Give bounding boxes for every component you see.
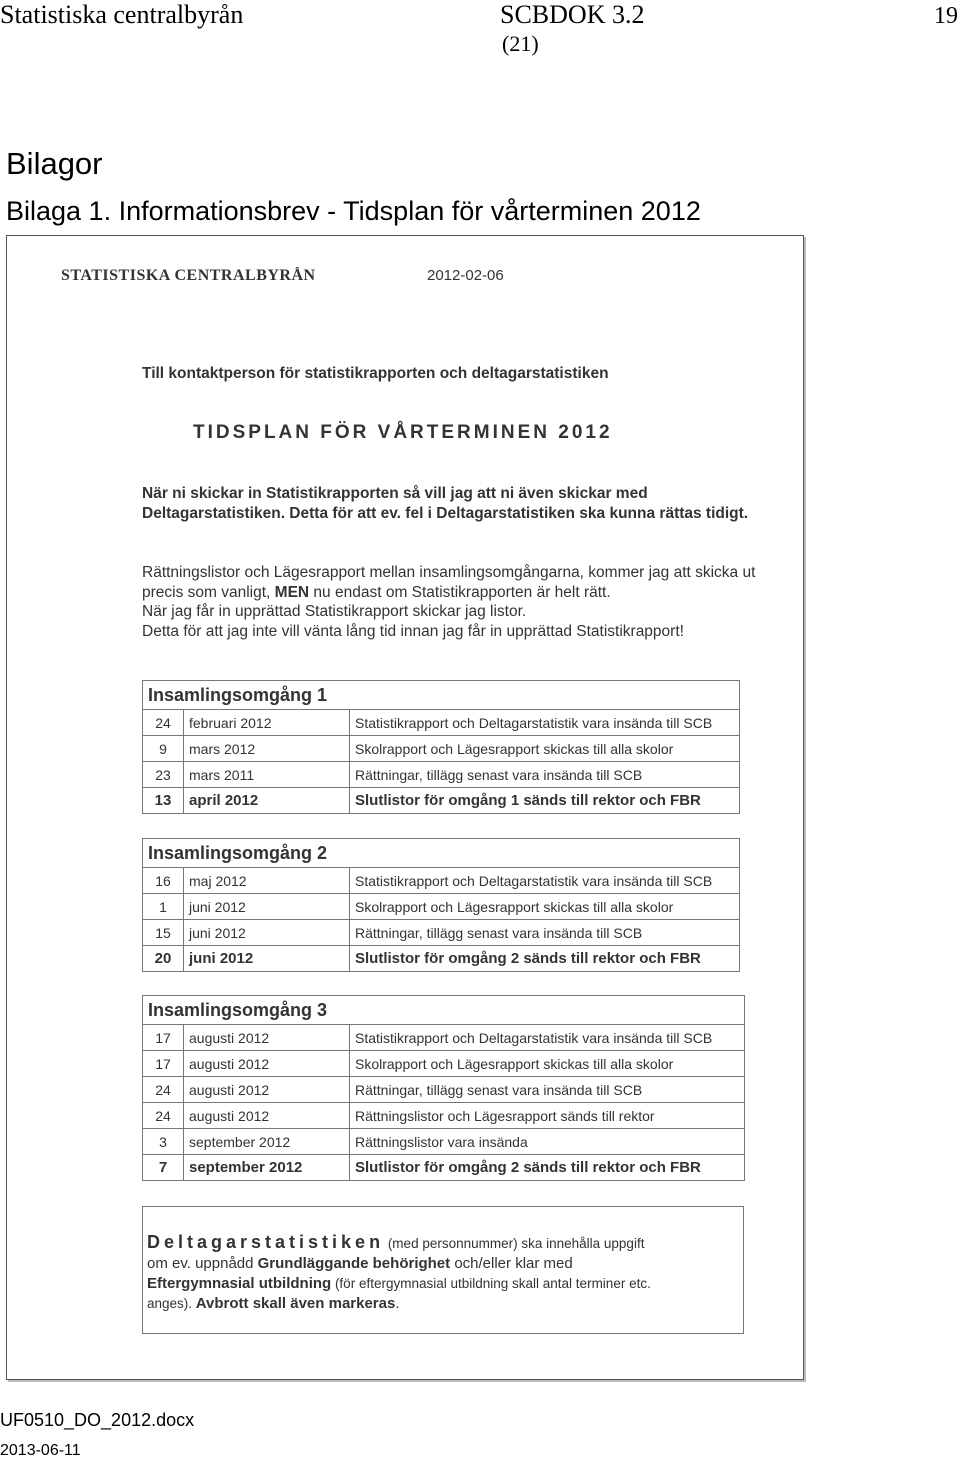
header-page-number: 19 xyxy=(934,3,958,29)
row-month: augusti 2012 xyxy=(184,1103,350,1129)
delta-t3c: (för eftergymnasial utbildning skall antal terminer etc. xyxy=(331,1276,651,1291)
table-row xyxy=(143,736,740,762)
row-text: Statistikrapport och Deltagarstatistik vara insända till SCB xyxy=(350,1025,745,1051)
header-page-total: (21) xyxy=(502,31,539,56)
row-day: 13 xyxy=(143,788,184,814)
letter-date: 2012-02-06 xyxy=(427,267,504,284)
row-text: Skolrapport och Lägesrapport skickas till alla skolor xyxy=(350,894,740,920)
row-month: maj 2012 xyxy=(184,868,350,894)
row-month: augusti 2012 xyxy=(184,1077,350,1103)
delta-t4b: Avbrott skall även markeras xyxy=(195,1295,396,1312)
para-line1: Rättningslistor och Lägesrapport mellan insamlingsomgångarna, kommer jag att skicka ut precis som vanligt, xyxy=(142,564,756,601)
letter-org: STATISTISKA CENTRALBYRÅN xyxy=(61,267,316,284)
header-doc-id: SCBDOK 3.2 xyxy=(500,0,645,29)
table-row xyxy=(143,1155,745,1181)
row-text: Statistikrapport och Deltagarstatistik vara insända till SCB xyxy=(350,868,740,894)
schedule-table-round-2 xyxy=(142,838,740,972)
row-month: mars 2011 xyxy=(184,762,350,788)
delta-t1: (med personnummer) ska innehålla uppgift xyxy=(384,1236,645,1251)
row-text: Skolrapport och Lägesrapport skickas till alla skolor xyxy=(350,1051,745,1077)
row-month: juni 2012 xyxy=(184,946,350,972)
row-day: 24 xyxy=(143,710,184,736)
header-org: Statistiska centralbyrån xyxy=(0,0,244,29)
row-text: Slutlistor för omgång 2 sänds till rektor och FBR xyxy=(350,1155,745,1181)
para-line2: När jag får in upprättad Statistikrapport skickar jag listor. xyxy=(142,603,527,620)
table-row xyxy=(143,762,740,788)
row-text: Statistikrapport och Deltagarstatistik vara insända till SCB xyxy=(350,710,740,736)
row-text: Slutlistor för omgång 2 sänds till rektor och FBR xyxy=(350,946,740,972)
table-row xyxy=(143,946,740,972)
letter-recipient: Till kontaktperson för statistikrapporten och deltagarstatistiken xyxy=(142,365,609,382)
row-month: september 2012 xyxy=(184,1129,350,1155)
row-text: Skolrapport och Lägesrapport skickas till alla skolor xyxy=(350,736,740,762)
para-line1b: nu endast om Statistikrapporten är helt rätt. xyxy=(309,583,611,601)
row-day: 7 xyxy=(143,1155,184,1181)
round-title: Insamlingsomgång 2 xyxy=(143,839,740,868)
schedule-table-round-3 xyxy=(142,995,745,1181)
row-day: 3 xyxy=(143,1129,184,1155)
row-month: augusti 2012 xyxy=(184,1051,350,1077)
footer-filename: UF0510_DO_2012.docx xyxy=(0,1410,195,1430)
row-day: 23 xyxy=(143,762,184,788)
row-day: 16 xyxy=(143,868,184,894)
deltagarstatistik-box xyxy=(142,1206,744,1334)
table-row xyxy=(143,868,740,894)
table-row xyxy=(143,920,740,946)
row-day: 20 xyxy=(143,946,184,972)
row-month: mars 2012 xyxy=(184,736,350,762)
row-month: september 2012 xyxy=(184,1155,350,1181)
table-row xyxy=(143,894,740,920)
section-title: Bilagor xyxy=(6,146,103,181)
appendix-subtitle: Bilaga 1. Informationsbrev - Tidsplan för vårterminen 2012 xyxy=(6,196,701,226)
table-row xyxy=(143,1051,745,1077)
row-day: 24 xyxy=(143,1077,184,1103)
table-row xyxy=(143,1077,745,1103)
delta-word: Deltagarstatistiken xyxy=(147,1232,385,1252)
table-row xyxy=(143,788,740,814)
row-text: Rättningar, tillägg senast vara insända till SCB xyxy=(350,762,740,788)
para-men: MEN xyxy=(274,583,310,601)
row-text: Rättningslistor och Lägesrapport sänds till rektor xyxy=(350,1103,745,1129)
delta-t2c: och/eller klar med xyxy=(450,1255,573,1272)
delta-t4: anges). xyxy=(147,1296,196,1311)
round-title: Insamlingsomgång 3 xyxy=(143,996,745,1025)
row-month: april 2012 xyxy=(184,788,350,814)
row-day: 17 xyxy=(143,1051,184,1077)
table-row xyxy=(143,710,740,736)
delta-t3b: Eftergymnasial utbildning xyxy=(147,1275,332,1292)
table-row xyxy=(143,1129,745,1155)
letter-paragraph xyxy=(142,563,782,641)
letter-bold-intro: När ni skickar in Statistikrapporten så vill jag att ni även skickar med Deltagarstatistiken. Detta för att ev. fel i Deltagarstatistiken ska kunna rättas tidigt. xyxy=(142,485,749,522)
row-day: 1 xyxy=(143,894,184,920)
row-text: Slutlistor för omgång 1 sänds till rektor och FBR xyxy=(350,788,740,814)
row-text: Rättningar, tillägg senast vara insända till SCB xyxy=(350,920,740,946)
table-row xyxy=(143,1103,745,1129)
row-day: 15 xyxy=(143,920,184,946)
row-text: Rättningslistor vara insända xyxy=(350,1129,745,1155)
scanned-letter xyxy=(6,235,804,1380)
row-day: 24 xyxy=(143,1103,184,1129)
row-month: juni 2012 xyxy=(184,894,350,920)
row-day: 9 xyxy=(143,736,184,762)
delta-t2b: Grundläggande behörighet xyxy=(257,1255,451,1272)
row-day: 17 xyxy=(143,1025,184,1051)
footer-date: 2013-06-11 xyxy=(0,1442,81,1459)
row-text: Rättningar, tillägg senast vara insända till SCB xyxy=(350,1077,745,1103)
delta-t2: om ev. uppnådd xyxy=(147,1255,258,1272)
round-title: Insamlingsomgång 1 xyxy=(143,681,740,710)
letter-heading: TIDSPLAN FÖR VÅRTERMINEN 2012 xyxy=(193,422,613,443)
row-month: februari 2012 xyxy=(184,710,350,736)
para-line3: Detta för att jag inte vill vänta lång tid innan jag får in upprättad Statistikrapport! xyxy=(142,622,684,640)
delta-t4c: . xyxy=(395,1295,400,1312)
row-month: juni 2012 xyxy=(184,920,350,946)
table-row xyxy=(143,1025,745,1051)
schedule-table-round-1 xyxy=(142,680,740,814)
row-month: augusti 2012 xyxy=(184,1025,350,1051)
